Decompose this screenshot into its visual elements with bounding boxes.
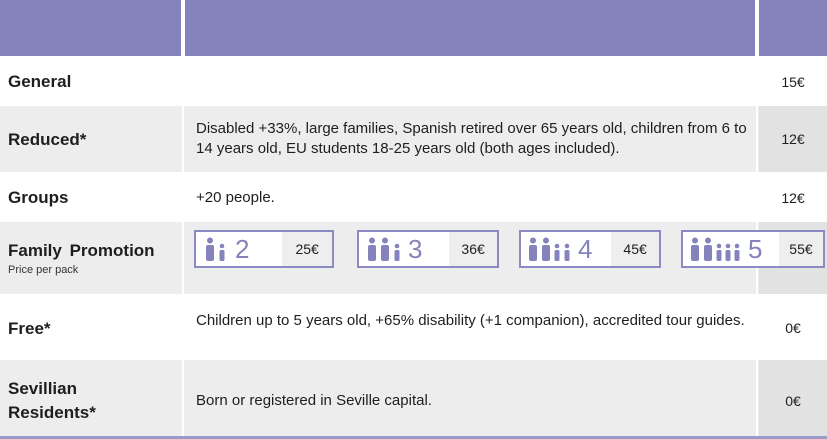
pack-price: 36€ xyxy=(449,232,497,266)
family-pack-2 xyxy=(194,230,334,268)
header-cell-description xyxy=(185,0,755,56)
category-note: Price per pack xyxy=(8,264,79,276)
family-4-icon xyxy=(527,237,575,261)
pack-price: 55€ xyxy=(779,232,823,266)
price-value: 0€ xyxy=(785,393,801,409)
price-value: 12€ xyxy=(781,131,805,147)
category-label: Free* xyxy=(8,319,51,338)
description-text: Disabled +33%, large families, Spanish retired over 65 years old, children from 6 to 14 years old, EU students 18-25 years old (both ages included). xyxy=(196,120,747,157)
category-label: Sevillian Residents* xyxy=(8,379,96,422)
table-row-general xyxy=(0,56,827,106)
description-text: Born or registered in Seville capital. xyxy=(196,392,432,409)
family-3-icon xyxy=(365,237,405,261)
family-pack-3 xyxy=(357,230,499,268)
family-5-icon xyxy=(689,237,745,261)
pack-count: 5 xyxy=(748,233,763,264)
category-label: General xyxy=(8,72,72,91)
price-value: 15€ xyxy=(781,74,805,90)
pack-count: 4 xyxy=(578,233,593,264)
family-2-icon xyxy=(202,237,232,261)
header-cell-category xyxy=(0,0,181,56)
description-text: +20 people. xyxy=(196,189,275,206)
price-value: 0€ xyxy=(785,320,801,336)
category-label: Reduced* xyxy=(8,130,87,149)
family-pack-4 xyxy=(519,230,661,268)
pack-count: 3 xyxy=(408,233,423,264)
header-cell-price xyxy=(759,0,827,56)
price-value: 12€ xyxy=(781,190,805,206)
description-text: Children up to 5 years old, +65% disability (+1 companion), accredited tour guides. xyxy=(196,312,745,329)
category-label: Family Promotion xyxy=(8,241,155,260)
pack-price: 25€ xyxy=(282,232,332,266)
family-pack-5 xyxy=(681,230,825,268)
pack-count: 2 xyxy=(235,233,250,264)
pack-price: 45€ xyxy=(611,232,659,266)
category-label: Groups xyxy=(8,188,69,207)
